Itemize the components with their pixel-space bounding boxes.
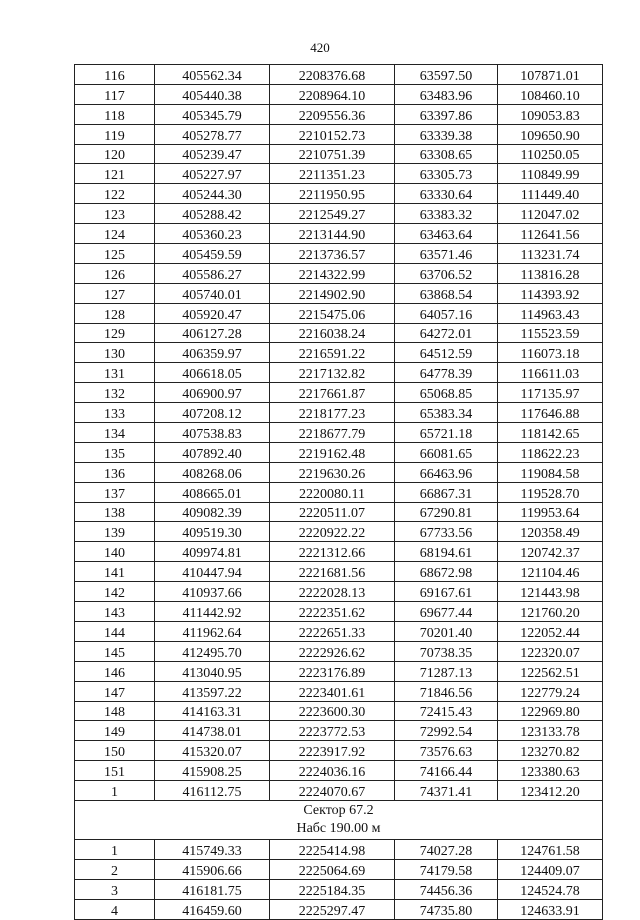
y-coordinate-cell: 2222351.62: [270, 602, 395, 622]
y-coordinate-cell: 2218177.23: [270, 403, 395, 423]
local-x-cell: 67733.56: [395, 522, 498, 542]
local-y-cell: 124524.78: [498, 879, 603, 899]
local-x-cell: 63305.73: [395, 164, 498, 184]
table-row: [75, 899, 603, 919]
table-row: [75, 184, 603, 204]
y-coordinate-cell: 2220511.07: [270, 502, 395, 522]
table-row: [75, 562, 603, 582]
local-x-cell: 66867.31: [395, 482, 498, 502]
local-y-cell: 114393.92: [498, 283, 603, 303]
point-number-cell: 121: [75, 164, 155, 184]
y-coordinate-cell: 2214322.99: [270, 263, 395, 283]
coordinates-table: [74, 64, 603, 920]
local-y-cell: 122052.44: [498, 621, 603, 641]
local-x-cell: 66463.96: [395, 462, 498, 482]
point-number-cell: 119: [75, 124, 155, 144]
local-y-cell: 120358.49: [498, 522, 603, 542]
x-coordinate-cell: 412495.70: [155, 641, 270, 661]
x-coordinate-cell: 409974.81: [155, 542, 270, 562]
table-row: [75, 781, 603, 801]
point-number-cell: 1: [75, 781, 155, 801]
y-coordinate-cell: 2219630.26: [270, 462, 395, 482]
x-coordinate-cell: 405239.47: [155, 144, 270, 164]
point-number-cell: 123: [75, 204, 155, 224]
point-number-cell: 4: [75, 899, 155, 919]
x-coordinate-cell: 410937.66: [155, 582, 270, 602]
x-coordinate-cell: 407538.83: [155, 423, 270, 443]
x-coordinate-cell: 405244.30: [155, 184, 270, 204]
point-number-cell: 142: [75, 582, 155, 602]
y-coordinate-cell: 2225184.35: [270, 879, 395, 899]
y-coordinate-cell: 2216591.22: [270, 343, 395, 363]
table-row: [75, 323, 603, 343]
point-number-cell: 117: [75, 84, 155, 104]
sector-header-row: [75, 800, 603, 839]
local-y-cell: 118142.65: [498, 423, 603, 443]
table-row: [75, 84, 603, 104]
table-row: [75, 859, 603, 879]
local-y-cell: 110250.05: [498, 144, 603, 164]
point-number-cell: 122: [75, 184, 155, 204]
local-y-cell: 111449.40: [498, 184, 603, 204]
local-x-cell: 64778.39: [395, 363, 498, 383]
table-row: [75, 681, 603, 701]
table-row: [75, 502, 603, 522]
x-coordinate-cell: 405288.42: [155, 204, 270, 224]
coordinates-rows-upper: [75, 65, 603, 801]
y-coordinate-cell: 2220080.11: [270, 482, 395, 502]
y-coordinate-cell: 2223600.30: [270, 701, 395, 721]
local-y-cell: 124633.91: [498, 899, 603, 919]
x-coordinate-cell: 409519.30: [155, 522, 270, 542]
local-x-cell: 68194.61: [395, 542, 498, 562]
x-coordinate-cell: 406618.05: [155, 363, 270, 383]
local-x-cell: 63397.86: [395, 104, 498, 124]
sector-header-group: [75, 800, 603, 839]
point-number-cell: 132: [75, 383, 155, 403]
table-row: [75, 263, 603, 283]
point-number-cell: 140: [75, 542, 155, 562]
local-y-cell: 108460.10: [498, 84, 603, 104]
table-row: [75, 363, 603, 383]
local-y-cell: 112047.02: [498, 204, 603, 224]
y-coordinate-cell: 2213736.57: [270, 244, 395, 264]
x-coordinate-cell: 405562.34: [155, 65, 270, 85]
y-coordinate-cell: 2210152.73: [270, 124, 395, 144]
x-coordinate-cell: 414738.01: [155, 721, 270, 741]
table-row: [75, 423, 603, 443]
local-x-cell: 71846.56: [395, 681, 498, 701]
table-row: [75, 303, 603, 323]
table-row: [75, 621, 603, 641]
x-coordinate-cell: 405345.79: [155, 104, 270, 124]
table-row: [75, 462, 603, 482]
local-y-cell: 121443.98: [498, 582, 603, 602]
local-y-cell: 107871.01: [498, 65, 603, 85]
y-coordinate-cell: 2219162.48: [270, 442, 395, 462]
local-x-cell: 69677.44: [395, 602, 498, 622]
local-x-cell: 66081.65: [395, 442, 498, 462]
y-coordinate-cell: 2221681.56: [270, 562, 395, 582]
x-coordinate-cell: 405459.59: [155, 244, 270, 264]
coordinates-rows-lower: [75, 839, 603, 919]
y-coordinate-cell: 2222028.13: [270, 582, 395, 602]
local-y-cell: 113816.28: [498, 263, 603, 283]
local-y-cell: 119528.70: [498, 482, 603, 502]
local-y-cell: 124761.58: [498, 839, 603, 859]
table-row: [75, 224, 603, 244]
point-number-cell: 3: [75, 879, 155, 899]
local-x-cell: 64272.01: [395, 323, 498, 343]
local-x-cell: 74179.58: [395, 859, 498, 879]
x-coordinate-cell: 408268.06: [155, 462, 270, 482]
y-coordinate-cell: 2220922.22: [270, 522, 395, 542]
local-y-cell: 122969.80: [498, 701, 603, 721]
local-x-cell: 63597.50: [395, 65, 498, 85]
local-x-cell: 70201.40: [395, 621, 498, 641]
local-x-cell: 74166.44: [395, 761, 498, 781]
local-y-cell: 117135.97: [498, 383, 603, 403]
y-coordinate-cell: 2210751.39: [270, 144, 395, 164]
y-coordinate-cell: 2221312.66: [270, 542, 395, 562]
local-y-cell: 123412.20: [498, 781, 603, 801]
table-row: [75, 602, 603, 622]
point-number-cell: 120: [75, 144, 155, 164]
y-coordinate-cell: 2225297.47: [270, 899, 395, 919]
local-y-cell: 123270.82: [498, 741, 603, 761]
local-y-cell: 119084.58: [498, 462, 603, 482]
x-coordinate-cell: 415749.33: [155, 839, 270, 859]
table-row: [75, 641, 603, 661]
local-y-cell: 124409.07: [498, 859, 603, 879]
local-x-cell: 63383.32: [395, 204, 498, 224]
local-x-cell: 63330.64: [395, 184, 498, 204]
x-coordinate-cell: 405440.38: [155, 84, 270, 104]
point-number-cell: 150: [75, 741, 155, 761]
table-row: [75, 582, 603, 602]
table-row: [75, 403, 603, 423]
x-coordinate-cell: 416181.75: [155, 879, 270, 899]
point-number-cell: 128: [75, 303, 155, 323]
sector-subtitle: Набс 190.00 м: [296, 820, 381, 836]
x-coordinate-cell: 409082.39: [155, 502, 270, 522]
y-coordinate-cell: 2223176.89: [270, 661, 395, 681]
local-x-cell: 70738.35: [395, 641, 498, 661]
local-y-cell: 113231.74: [498, 244, 603, 264]
table-row: [75, 343, 603, 363]
local-x-cell: 72992.54: [395, 721, 498, 741]
x-coordinate-cell: 406127.28: [155, 323, 270, 343]
x-coordinate-cell: 415906.66: [155, 859, 270, 879]
point-number-cell: 135: [75, 442, 155, 462]
page-number: 420: [310, 40, 330, 55]
local-y-cell: 109053.83: [498, 104, 603, 124]
local-x-cell: 63308.65: [395, 144, 498, 164]
point-number-cell: 2: [75, 859, 155, 879]
local-y-cell: 116073.18: [498, 343, 603, 363]
sector-title: Сектор 67.2: [303, 802, 374, 818]
local-x-cell: 69167.61: [395, 582, 498, 602]
x-coordinate-cell: 405227.97: [155, 164, 270, 184]
y-coordinate-cell: 2217132.82: [270, 363, 395, 383]
point-number-cell: 143: [75, 602, 155, 622]
table-row: [75, 104, 603, 124]
point-number-cell: 145: [75, 641, 155, 661]
x-coordinate-cell: 405360.23: [155, 224, 270, 244]
local-x-cell: 63571.46: [395, 244, 498, 264]
table-row: [75, 721, 603, 741]
local-x-cell: 74735.80: [395, 899, 498, 919]
local-x-cell: 64057.16: [395, 303, 498, 323]
point-number-cell: 126: [75, 263, 155, 283]
table-row: [75, 65, 603, 85]
local-x-cell: 71287.13: [395, 661, 498, 681]
x-coordinate-cell: 405586.27: [155, 263, 270, 283]
table-row: [75, 701, 603, 721]
point-number-cell: 131: [75, 363, 155, 383]
x-coordinate-cell: 405278.77: [155, 124, 270, 144]
point-number-cell: 118: [75, 104, 155, 124]
y-coordinate-cell: 2217661.87: [270, 383, 395, 403]
y-coordinate-cell: 2225064.69: [270, 859, 395, 879]
table-row: [75, 522, 603, 542]
x-coordinate-cell: 408665.01: [155, 482, 270, 502]
y-coordinate-cell: 2222926.62: [270, 641, 395, 661]
local-x-cell: 72415.43: [395, 701, 498, 721]
table-row: [75, 839, 603, 859]
y-coordinate-cell: 2211351.23: [270, 164, 395, 184]
local-y-cell: 123133.78: [498, 721, 603, 741]
local-x-cell: 68672.98: [395, 562, 498, 582]
table-row: [75, 482, 603, 502]
y-coordinate-cell: 2224036.16: [270, 761, 395, 781]
point-number-cell: 148: [75, 701, 155, 721]
x-coordinate-cell: 413597.22: [155, 681, 270, 701]
point-number-cell: 151: [75, 761, 155, 781]
x-coordinate-cell: 407208.12: [155, 403, 270, 423]
point-number-cell: 147: [75, 681, 155, 701]
x-coordinate-cell: 406900.97: [155, 383, 270, 403]
table-row: [75, 442, 603, 462]
y-coordinate-cell: 2222651.33: [270, 621, 395, 641]
table-row: [75, 542, 603, 562]
x-coordinate-cell: 416112.75: [155, 781, 270, 801]
x-coordinate-cell: 405920.47: [155, 303, 270, 323]
point-number-cell: 141: [75, 562, 155, 582]
y-coordinate-cell: 2223401.61: [270, 681, 395, 701]
y-coordinate-cell: 2209556.36: [270, 104, 395, 124]
local-x-cell: 63706.52: [395, 263, 498, 283]
y-coordinate-cell: 2225414.98: [270, 839, 395, 859]
point-number-cell: 138: [75, 502, 155, 522]
table-row: [75, 383, 603, 403]
point-number-cell: 130: [75, 343, 155, 363]
x-coordinate-cell: 416459.60: [155, 899, 270, 919]
local-x-cell: 74027.28: [395, 839, 498, 859]
x-coordinate-cell: 405740.01: [155, 283, 270, 303]
x-coordinate-cell: 406359.97: [155, 343, 270, 363]
local-y-cell: 122779.24: [498, 681, 603, 701]
local-y-cell: 115523.59: [498, 323, 603, 343]
x-coordinate-cell: 413040.95: [155, 661, 270, 681]
x-coordinate-cell: 410447.94: [155, 562, 270, 582]
local-x-cell: 65068.85: [395, 383, 498, 403]
local-y-cell: 119953.64: [498, 502, 603, 522]
table-row: [75, 124, 603, 144]
point-number-cell: 134: [75, 423, 155, 443]
point-number-cell: 137: [75, 482, 155, 502]
local-y-cell: 114963.43: [498, 303, 603, 323]
y-coordinate-cell: 2216038.24: [270, 323, 395, 343]
local-x-cell: 74371.41: [395, 781, 498, 801]
sector-header-cell: [75, 800, 603, 839]
local-y-cell: 120742.37: [498, 542, 603, 562]
local-x-cell: 74456.36: [395, 879, 498, 899]
point-number-cell: 129: [75, 323, 155, 343]
local-y-cell: 109650.90: [498, 124, 603, 144]
local-x-cell: 67290.81: [395, 502, 498, 522]
y-coordinate-cell: 2224070.67: [270, 781, 395, 801]
local-x-cell: 65721.18: [395, 423, 498, 443]
local-y-cell: 121104.46: [498, 562, 603, 582]
point-number-cell: 124: [75, 224, 155, 244]
table-row: [75, 244, 603, 264]
point-number-cell: 125: [75, 244, 155, 264]
y-coordinate-cell: 2223772.53: [270, 721, 395, 741]
point-number-cell: 1: [75, 839, 155, 859]
x-coordinate-cell: 407892.40: [155, 442, 270, 462]
y-coordinate-cell: 2208964.10: [270, 84, 395, 104]
local-y-cell: 117646.88: [498, 403, 603, 423]
local-x-cell: 65383.34: [395, 403, 498, 423]
point-number-cell: 127: [75, 283, 155, 303]
local-y-cell: 122320.07: [498, 641, 603, 661]
y-coordinate-cell: 2211950.95: [270, 184, 395, 204]
y-coordinate-cell: 2212549.27: [270, 204, 395, 224]
local-x-cell: 63868.54: [395, 283, 498, 303]
local-y-cell: 110849.99: [498, 164, 603, 184]
x-coordinate-cell: 414163.31: [155, 701, 270, 721]
table-row: [75, 144, 603, 164]
local-y-cell: 122562.51: [498, 661, 603, 681]
y-coordinate-cell: 2213144.90: [270, 224, 395, 244]
local-x-cell: 63339.38: [395, 124, 498, 144]
point-number-cell: 144: [75, 621, 155, 641]
table-row: [75, 741, 603, 761]
local-y-cell: 121760.20: [498, 602, 603, 622]
point-number-cell: 116: [75, 65, 155, 85]
x-coordinate-cell: 415320.07: [155, 741, 270, 761]
table-row: [75, 164, 603, 184]
point-number-cell: 136: [75, 462, 155, 482]
table-row: [75, 283, 603, 303]
y-coordinate-cell: 2223917.92: [270, 741, 395, 761]
y-coordinate-cell: 2218677.79: [270, 423, 395, 443]
x-coordinate-cell: 411442.92: [155, 602, 270, 622]
table-row: [75, 661, 603, 681]
table-row: [75, 761, 603, 781]
point-number-cell: 146: [75, 661, 155, 681]
table-row: [75, 204, 603, 224]
y-coordinate-cell: 2214902.90: [270, 283, 395, 303]
y-coordinate-cell: 2208376.68: [270, 65, 395, 85]
local-x-cell: 63483.96: [395, 84, 498, 104]
x-coordinate-cell: 411962.64: [155, 621, 270, 641]
point-number-cell: 133: [75, 403, 155, 423]
local-y-cell: 118622.23: [498, 442, 603, 462]
local-x-cell: 63463.64: [395, 224, 498, 244]
point-number-cell: 149: [75, 721, 155, 741]
local-x-cell: 64512.59: [395, 343, 498, 363]
local-y-cell: 116611.03: [498, 363, 603, 383]
y-coordinate-cell: 2215475.06: [270, 303, 395, 323]
local-y-cell: 112641.56: [498, 224, 603, 244]
local-x-cell: 73576.63: [395, 741, 498, 761]
point-number-cell: 139: [75, 522, 155, 542]
local-y-cell: 123380.63: [498, 761, 603, 781]
x-coordinate-cell: 415908.25: [155, 761, 270, 781]
table-row: [75, 879, 603, 899]
